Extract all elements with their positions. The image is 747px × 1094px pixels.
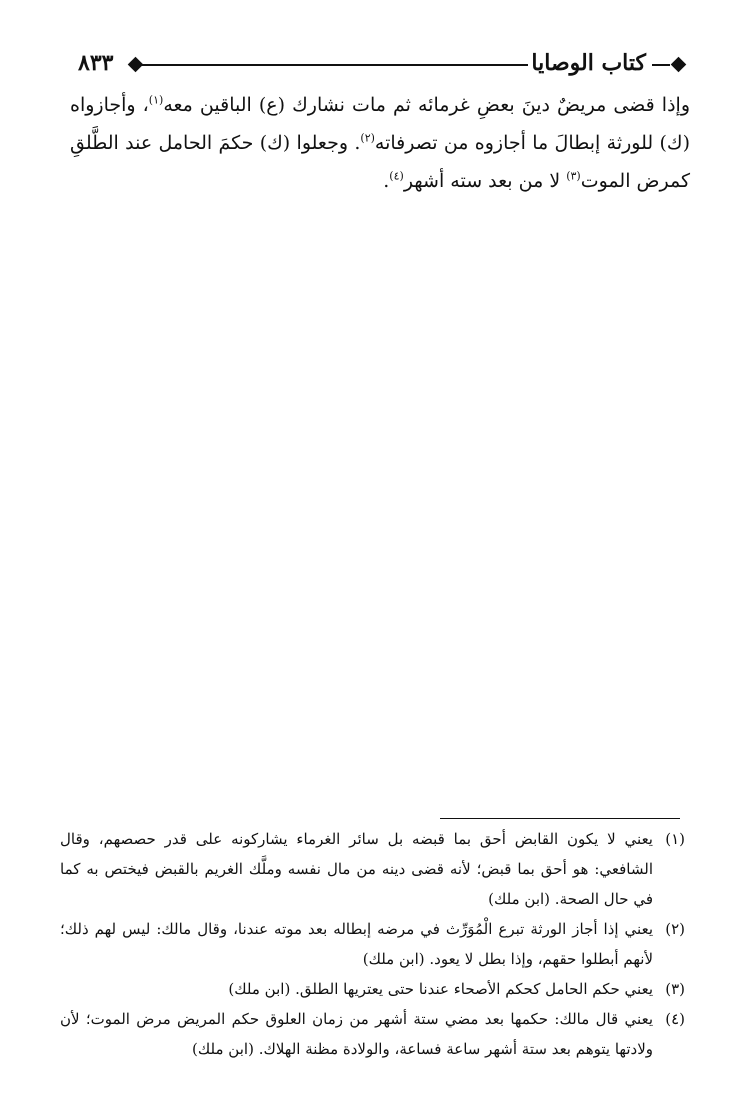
footnote-source: (ابن ملك) bbox=[192, 1040, 254, 1058]
main-paragraph bbox=[70, 86, 690, 200]
footnote-number: (٣) bbox=[665, 980, 685, 998]
footnote-4 bbox=[60, 1004, 685, 1064]
footnotes bbox=[60, 824, 685, 1064]
footnote-ref: (٢) bbox=[360, 131, 375, 145]
main-text bbox=[70, 86, 690, 200]
text-segment: ، وأجازواه (ك) للورثة إبطالَ ما أجازوه من تصرفاته bbox=[70, 94, 690, 154]
footnote-source: (ابن ملك) bbox=[228, 980, 291, 998]
footnote-text: يعني لا يكون القابض أحق بما قبضه بل سائر الغرماء يشاركونه على قدر حصصهم، وقال الشافعي: هو أحق بما قبض؛ لأنه قضى دينه من مال نفسه وملَّك الغريم بالقبض فيختص به كما في حال الصحة. bbox=[60, 830, 653, 908]
footnote-1 bbox=[60, 824, 685, 914]
book-title: كتاب الوصايا bbox=[531, 50, 646, 76]
footnote-text: يعني قال مالك: حكمها بعد مضي ستة أشهر من زمان العلوق حكم المريض مرض الموت؛ لأن ولادتها يتوهم بعد ستة أشهر ساعة فساعة، والولادة مظنة الهلاك. bbox=[60, 1010, 653, 1058]
footnote-source: (ابن ملك) bbox=[488, 890, 551, 908]
text-segment: لا من بعد سته أشهر bbox=[403, 170, 567, 192]
footnote-number: (٢) bbox=[665, 920, 685, 938]
text-segment: . bbox=[383, 170, 390, 192]
text-segment: . وجعلوا (ك) حكمَ الحامل عند الطَّلقِ كمرض الموت bbox=[70, 132, 690, 192]
footnote-ref: (١) bbox=[148, 93, 164, 107]
page-header bbox=[78, 48, 678, 84]
footnote-ref: (٤) bbox=[389, 169, 404, 183]
footnote-ref: (٣) bbox=[566, 169, 581, 183]
footnote-number: (١) bbox=[665, 830, 685, 848]
header-dash bbox=[652, 64, 670, 66]
footnote-divider bbox=[440, 818, 680, 819]
header-rule bbox=[138, 64, 528, 66]
footnote-text: يعني حكم الحامل كحكم الأصحاء عندنا حتى يعتريها الطلق. bbox=[295, 980, 653, 998]
footnote-number: (٤) bbox=[665, 1010, 685, 1028]
footnote-source: (ابن ملك) bbox=[362, 950, 425, 968]
footnote-text: يعني إذا أجاز الورثة تبرع الْمُوَرِّث في مرضه إبطاله بعد موته عندنا، وقال مالك: ليس لهم ذلك؛ لأنهم أبطلوا حقهم، وإذا بطل لا يعود. bbox=[60, 920, 653, 968]
diamond-ornament-icon bbox=[671, 57, 687, 73]
text-segment: وإذا قضى مريضٌ دينَ بعضِ غرمائه ثم مات نشارك (ع) الباقين معه bbox=[163, 94, 691, 116]
page-number: ٨٣٣ bbox=[78, 50, 114, 76]
footnote-3 bbox=[60, 974, 685, 1004]
footnote-2 bbox=[60, 914, 685, 974]
